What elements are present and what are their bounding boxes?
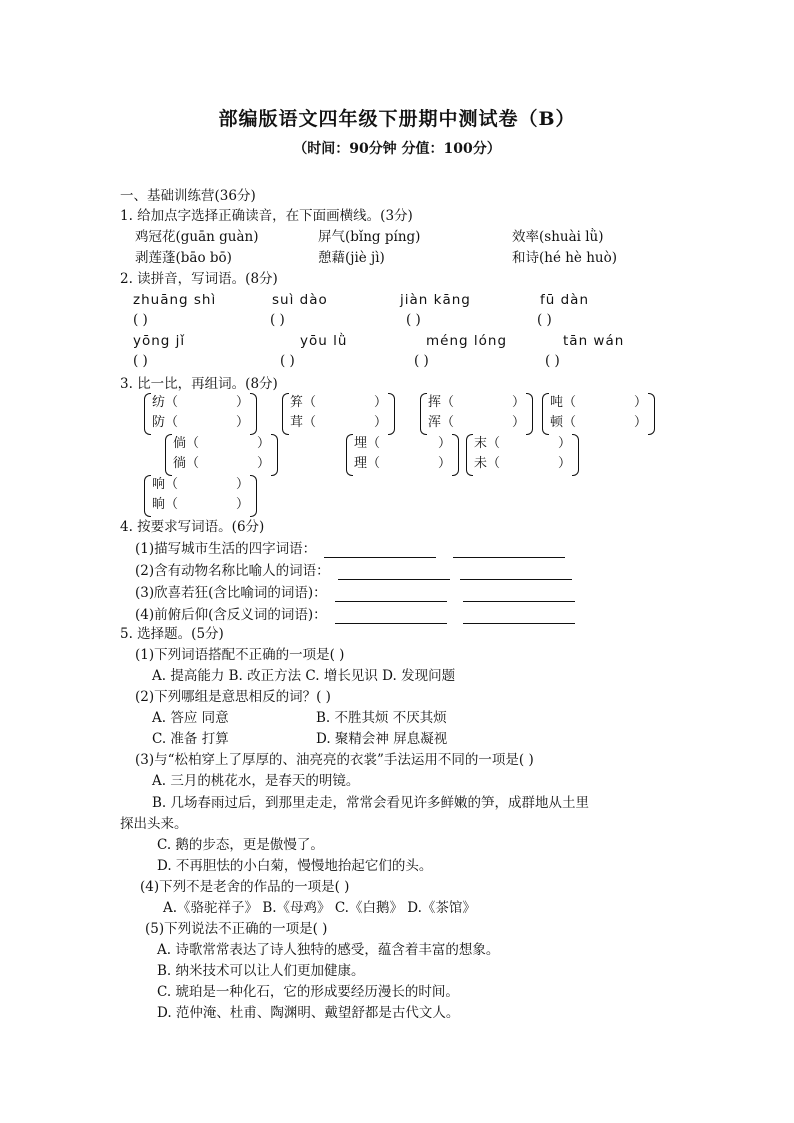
- char-prompt: 挥（: [428, 395, 455, 410]
- q5-stem: (3)与“松柏穿上了厚厚的、油亮亮的衣裳”手法运用不同的一项是( ): [135, 752, 534, 768]
- q5-options: A. 提高能力 B. 改正方法 C. 增长见识 D. 发现问题: [152, 668, 456, 684]
- q1-item: 和诗(hé hè huò): [512, 250, 618, 266]
- q2-pinyin: yōng jǐ: [133, 333, 186, 349]
- char-pair-group: 倘（ ） 徜（ ）: [173, 434, 270, 474]
- char-prompt: 理（: [354, 456, 381, 471]
- q2-answer-blank[interactable]: ( ): [414, 353, 429, 369]
- char-prompt: 浑（: [428, 415, 455, 430]
- q1-item: 剥莲蓬(bāo bō): [135, 250, 232, 266]
- q4-item: (1)描写城市生活的四字词语：: [135, 540, 565, 558]
- q5-stem: (1)下列词语搭配不正确的一项是( ): [135, 647, 345, 663]
- q4-item: (2)含有动物名称比喻人的词语：: [135, 562, 572, 580]
- q2-pinyin: zhuāng shì: [133, 292, 217, 308]
- char-prompt: 茸（: [290, 415, 317, 430]
- char-pair-group: 埋（ ） 理（ ）: [354, 434, 451, 474]
- char-prompt: 纺（: [152, 395, 179, 410]
- q5-option: B. 纳米技术可以让人们更加健康。: [157, 963, 365, 979]
- q5-option: 探出头来。: [120, 816, 188, 832]
- answer-line[interactable]: [463, 587, 575, 602]
- char-prompt: 晌（: [152, 497, 179, 512]
- answer-line[interactable]: [324, 543, 436, 558]
- answer-line[interactable]: [460, 565, 572, 580]
- answer-line[interactable]: [338, 565, 450, 580]
- answer-line[interactable]: [463, 609, 575, 624]
- q2-answer-blank[interactable]: ( ): [133, 312, 148, 328]
- char-prompt: 末（: [474, 436, 501, 451]
- q5-option: C. 琥珀是一种化石，它的形成要经历漫长的时间。: [157, 984, 459, 1000]
- char-prompt: 倘（: [173, 436, 200, 451]
- q1-item: 效率(shuài lǜ): [512, 229, 604, 245]
- page-subtitle: （时间：90分钟 分值：100分）: [293, 141, 501, 157]
- q2-pinyin: tān wán: [563, 333, 625, 349]
- q2-answer-blank[interactable]: ( ): [545, 353, 560, 369]
- q1-item: 憩藉(jiè jì): [318, 250, 385, 266]
- q4-item: (3)欣喜若狂(含比喻词的词语)：: [135, 584, 575, 602]
- q2-label: 2. 读拼音，写词语。(8分): [120, 271, 278, 287]
- q2-answer-blank[interactable]: ( ): [270, 312, 285, 328]
- char-prompt: 徜（: [173, 456, 200, 471]
- answer-line[interactable]: [335, 609, 447, 624]
- q2-pinyin: suì dào: [272, 292, 328, 308]
- q2-answer-blank[interactable]: ( ): [537, 312, 552, 328]
- char-pair-group: 笲（ ） 茸（ ）: [290, 393, 387, 433]
- q2-answer-blank[interactable]: ( ): [406, 312, 421, 328]
- section-heading: 一、基础训练营(36分): [120, 188, 256, 204]
- q5-stem: (5)下列说法不正确的一项是( ): [145, 921, 328, 937]
- q5-option: C. 准备 打算: [152, 731, 229, 747]
- char-pair-group: 响（ ） 晌（ ）: [152, 475, 249, 515]
- q2-pinyin: fū dàn: [540, 292, 589, 308]
- q1-label: 1. 给加点字选择正确读音，在下面画横线。(3分): [120, 208, 413, 224]
- q2-pinyin: yōu lǜ: [300, 333, 348, 349]
- q5-stem: (2)下列哪组是意思相反的词？( ): [135, 689, 331, 705]
- char-prompt: 防（: [152, 415, 179, 430]
- q5-option: D. 不再胆怯的小白菊，慢慢地抬起它们的头。: [157, 858, 433, 874]
- q3-label: 3. 比一比，再组词。(8分): [120, 376, 278, 392]
- char-prompt: 未（: [474, 456, 501, 471]
- q5-option: A. 诗歌常常表达了诗人独特的感受，蕴含着丰富的想象。: [157, 942, 500, 958]
- q5-option: C. 鹅的步态，更是傲慢了。: [157, 837, 324, 853]
- char-pair-group: 挥（ ） 浑（ ）: [428, 393, 525, 433]
- char-pair-group: 纺（ ） 防（ ）: [152, 393, 249, 433]
- char-prompt: 埋（: [354, 436, 381, 451]
- char-pair-group: 末（ ） 未（ ）: [474, 434, 571, 474]
- q4-label: 4. 按要求写词语。(6分): [120, 519, 265, 535]
- page-title: 部编版语文四年级下册期中测试卷（B）: [218, 108, 576, 130]
- char-prompt: 顿（: [550, 415, 577, 430]
- q5-option: D. 范仲淹、杜甫、陶渊明、戴望舒都是古代文人。: [157, 1005, 460, 1021]
- q5-option: A. 三月的桃花水，是春天的明镜。: [152, 773, 360, 789]
- answer-line[interactable]: [335, 587, 447, 602]
- q5-label: 5. 选择题。(5分): [120, 626, 224, 642]
- q5-option: B. 不胜其烦 不厌其烦: [316, 710, 447, 726]
- q5-stem: (4)下列不是老舍的作品的一项是( ): [140, 879, 350, 895]
- char-prompt: 响（: [152, 477, 179, 492]
- q5-option: B. 几场春雨过后，到那里走走，常常会看见许多鲜嫩的笋，成群地从土里: [152, 795, 590, 811]
- q2-pinyin: jiàn kāng: [400, 292, 471, 308]
- char-prompt: 笲（: [290, 395, 317, 410]
- q2-pinyin: méng lóng: [426, 333, 508, 349]
- q1-item: 鸡冠花(guān guàn): [135, 229, 259, 245]
- q5-options: A.《骆驼祥子》 B.《母鸡》 C.《白鹅》 D.《茶馆》: [163, 900, 476, 916]
- q1-item: 屏气(bǐng píng): [318, 229, 421, 245]
- q2-answer-blank[interactable]: ( ): [280, 353, 295, 369]
- char-pair-group: 吨（ ） 顿（ ）: [550, 393, 647, 433]
- char-prompt: 吨（: [550, 395, 577, 410]
- q2-answer-blank[interactable]: ( ): [133, 353, 148, 369]
- q4-item: (4)前俯后仰(含反义词的词语)：: [135, 606, 575, 624]
- q5-option: D. 聚精会神 屏息凝视: [316, 731, 448, 747]
- q5-option: A. 答应 同意: [152, 710, 229, 726]
- answer-line[interactable]: [453, 543, 565, 558]
